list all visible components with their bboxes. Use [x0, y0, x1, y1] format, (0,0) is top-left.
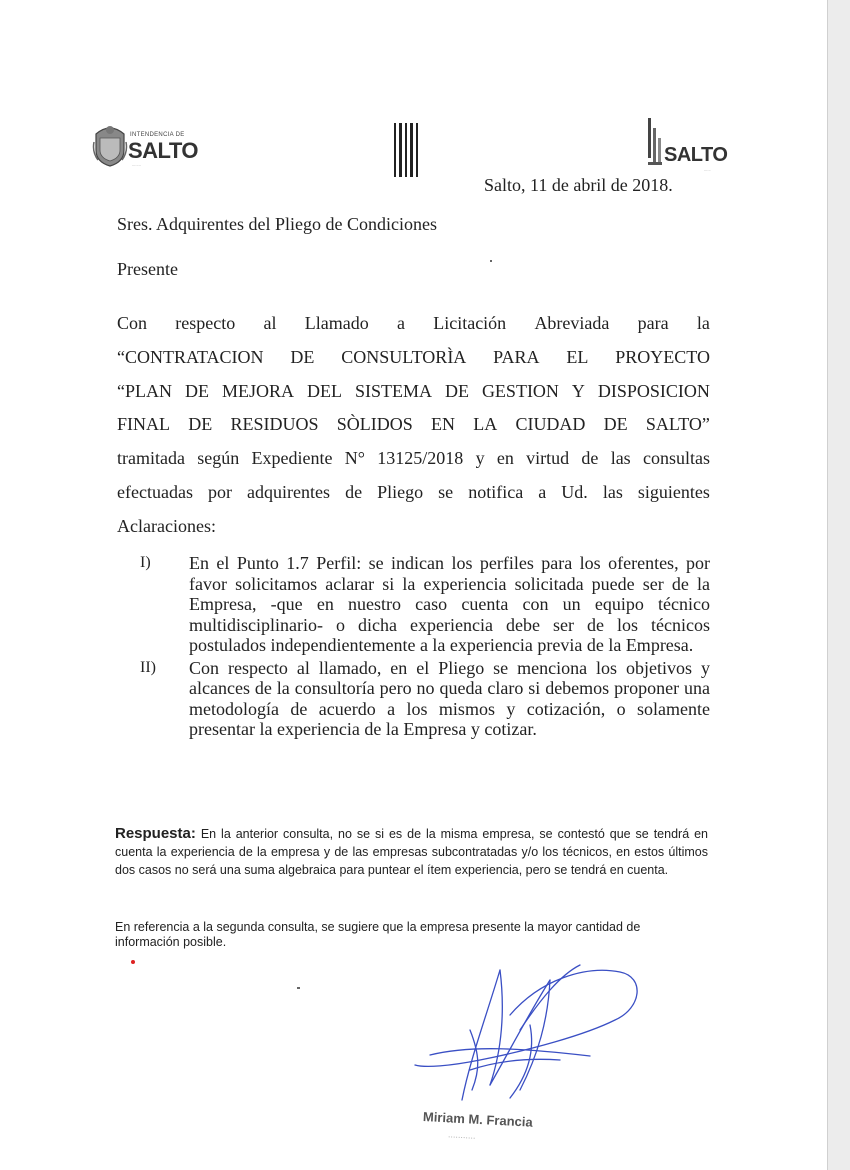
body-line	[117, 476, 710, 510]
body-word: notifica	[468, 481, 524, 502]
body-word: según	[197, 448, 240, 469]
body-word: SÒLIDOS	[336, 414, 413, 435]
body-word: para	[637, 313, 669, 333]
query-item	[140, 658, 710, 740]
body-word: “PLAN	[117, 380, 172, 401]
body-word: CONSULTORÌA	[341, 346, 467, 367]
logo-tiny-text: ......	[704, 167, 711, 172]
body-word: DEL	[306, 380, 342, 401]
body-word: EL	[566, 346, 589, 367]
query-number: II)	[140, 658, 156, 676]
red-mark	[131, 960, 135, 964]
body-word: Aclaraciones:	[117, 515, 216, 536]
body-word: CIUDAD	[515, 414, 586, 435]
logo-small-text: INTENDENCIA DE	[130, 132, 185, 138]
body-word: 13125/2018	[377, 448, 464, 469]
coat-of-arms-icon	[92, 122, 128, 168]
logo-name: SALTO	[128, 138, 199, 163]
body-word: N°	[344, 448, 365, 469]
body-word: DE	[184, 380, 209, 401]
body-word: DE	[188, 414, 213, 435]
body-word: efectuadas	[117, 481, 193, 502]
body-word: GESTION	[481, 380, 559, 401]
body-word: por	[208, 481, 232, 502]
scan-speck	[297, 987, 300, 989]
body-line	[117, 375, 710, 409]
body-word: SISTEMA	[354, 380, 432, 401]
body-word: RESIDUOS	[230, 414, 319, 435]
logo-name: SALTO	[664, 144, 728, 166]
body-line	[117, 510, 710, 544]
body-word: PARA	[493, 346, 540, 367]
body-word: al	[263, 313, 277, 333]
body-word: en	[496, 448, 514, 469]
body-word: “CONTRATACION	[117, 346, 264, 367]
body-word: respecto	[175, 313, 236, 333]
body-word: a	[396, 313, 405, 333]
body-word: Llamado	[304, 313, 369, 333]
body-line	[117, 307, 710, 341]
body-word: PROYECTO	[615, 346, 710, 367]
query-list	[140, 553, 710, 742]
body-line	[117, 341, 710, 375]
logo-tiny-text: ........	[132, 162, 141, 167]
body-word: DE	[290, 346, 315, 367]
signatory-name: Miriam M. Francia	[422, 1109, 534, 1130]
response-label: Respuesta:	[115, 825, 196, 842]
body-word: Con	[117, 313, 148, 333]
body-word: DISPOSICION	[597, 380, 710, 401]
signatory-title: ...........	[447, 1129, 476, 1141]
body-word: Expediente	[251, 448, 333, 469]
addressee: Sres. Adquirentes del Pliego de Condiciones	[117, 214, 437, 234]
body-word: MEJORA	[221, 380, 294, 401]
query-text: Con respecto al llamado, en el Pliego se menciona los objetivos y alcances de la consultoría pero no queda claro si debemos proponer una metodología de acuerdo a los mismos y cotización, o solamente presentar la experiencia de la Empresa y cotizar.	[189, 657, 710, 739]
body-word: Y	[571, 380, 585, 401]
body-word: DE	[444, 380, 469, 401]
body-word: LA	[473, 414, 498, 435]
query-text: En el Punto 1.7 Perfil: se indican los perfiles para los oferentes, por favor solicitamos aclarar si la experiencia solicitada puede ser de la Empresa, -que en nuestro caso cuenta con un equipo técnico multidisciplinario- o dicha experiencia debe ser de los técnicos postulados independientemente a la experiencia previa de la Empresa.	[189, 553, 710, 655]
body-line	[117, 408, 710, 442]
body-word: las	[602, 481, 623, 502]
body-word: siguientes	[637, 481, 710, 502]
salto-brand-logo	[644, 114, 744, 174]
barcode-mark-icon	[394, 123, 422, 177]
intendencia-logo	[92, 120, 202, 176]
body-word: Abreviada	[534, 313, 610, 333]
query-item	[140, 553, 710, 656]
response-block	[115, 825, 708, 879]
body-word: DE	[603, 414, 628, 435]
scan-margin	[828, 0, 850, 1170]
query-number: I)	[140, 554, 151, 571]
body-word: Licitación	[433, 313, 507, 333]
letter-date: Salto, 11 de abril de 2018.	[484, 175, 673, 195]
body-word: virtud	[526, 448, 570, 469]
body-word: las	[610, 448, 631, 469]
body-word: SALTO”	[645, 414, 710, 435]
body-word: FINAL	[117, 414, 170, 435]
body-word: Ud.	[561, 481, 588, 502]
handwritten-signature	[410, 960, 660, 1110]
body-word: adquirentes	[247, 481, 331, 502]
body-word: Pliego	[377, 481, 424, 502]
body-paragraph	[117, 307, 710, 544]
body-word: tramitada	[117, 448, 185, 469]
response-text: En la anterior consulta, no se si es de la misma empresa, se contestó que se tendrá en cuenta la experiencia de la empresa y de las empresas subcontratadas y/o los técnicos, en estos últimos dos casos no será una suma algebraica para puntear el ítem experiencia, pero se tendrá en cuenta.	[115, 827, 708, 877]
response-second: En referencia a la segunda consulta, se sugiere que la empresa presente la mayor cantidad de información posible.	[115, 920, 641, 949]
body-word: EN	[430, 414, 455, 435]
body-word: de	[581, 448, 599, 469]
scan-speck	[490, 260, 492, 262]
body-line	[117, 442, 710, 476]
greeting: Presente	[117, 259, 178, 279]
body-word: la	[696, 313, 710, 333]
body-word: consultas	[642, 448, 710, 469]
body-word: de	[345, 481, 363, 502]
body-word: y	[475, 448, 485, 469]
body-word: se	[438, 481, 454, 502]
body-word: a	[538, 481, 547, 502]
